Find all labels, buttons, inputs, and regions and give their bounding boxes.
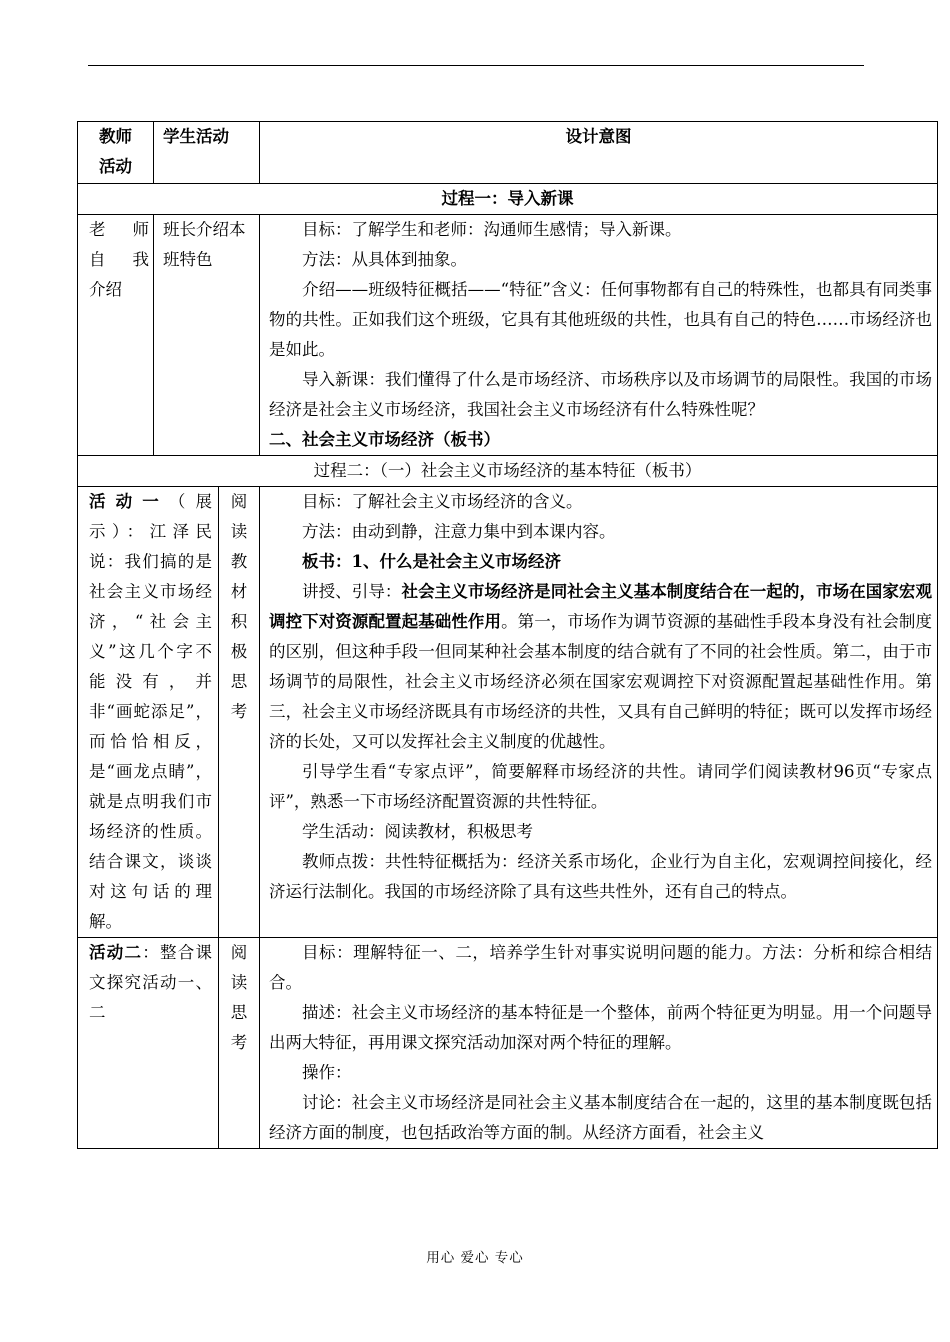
process2-title-row [78,456,938,487]
activity2-design-cell [260,938,938,1149]
lesson-plan-table [77,121,938,1149]
para-emphasis: 社会主义市场经济是同社会主义基本制度结合在一起的，市场在国家宏观调控下对资源配置起基础性作用 [269,582,933,631]
activity1-para: 目标：了解社会主义市场经济的含义。 [302,492,583,511]
activity2-para: 讨论：社会主义市场经济是同社会主义基本制度结合在一起的，这里的基本制度既包括经济方面的制度，也包括政治等方面的制。从经济方面看，社会主义 [269,1093,932,1142]
activity1-para: 学生活动：阅读教材，积极思考 [302,822,533,841]
process1-board-title: 二、社会主义市场经济（板书） [269,430,500,449]
process2-title: 过程二：（一）社会主义市场经济的基本特征（板书） [78,456,938,487]
activity1-para [260,577,937,757]
activity1-para: 引导学生看“专家点评”，简要解释市场经济的共性。请同学们阅读教材96页“专家点评”，熟悉一下市场经济配置资源的共性特征。 [269,762,932,811]
col-header-teacher: 教师活动 [78,122,154,184]
activity2-label: 活动二 [89,943,143,962]
student-char: 考 [230,702,248,721]
student-char: 读 [230,973,248,992]
student-char: 思 [230,1003,248,1022]
process1-title: 过程一：导入新课 [78,184,938,215]
student-char: 读 [230,522,248,541]
teacher-text-line: 自 我 [89,250,149,269]
student-char: 阅 [230,492,248,511]
student-char: 阅 [230,943,248,962]
table-header-row [78,122,938,184]
process1-design-cell [260,215,938,456]
activity1-board [260,547,937,577]
activity1-label: 活动一 [89,492,169,511]
student-char: 极 [230,642,248,661]
activity1-teacher-cell [78,487,219,938]
header-rule [88,65,864,66]
activity2-para: 描述：社会主义市场经济的基本特征是一个整体，前两个特征更为明显。用一个问题导出两大特征，再用课文探究活动加深对两个特征的理解。 [269,1003,932,1052]
student-char: 教 [230,552,248,571]
activity1-para: 方法：由动到静，注意力集中到本课内容。 [302,522,616,541]
activity1-row [78,487,938,938]
activity2-para: 操作： [302,1063,352,1082]
board-heading: 1、什么是社会主义市场经济 [351,552,561,571]
para-rest: 。第一，市场作为调节资源的基础性手段本身没有社会制度的区别，但这种手段一但同某种社会基本制度的结合就有了不同的社会性质。第二，由于市场调节的局限性，社会主义市场经济必须在国家宏观调控下对资源配置起基础性作用。第三，社会主义市场经济既具有市场经济的共性，又具有自己鲜明的特征；既可以发挥市场经济的长处，又可以发挥社会主义制度的优越性。 [269,612,933,751]
activity2-student-cell [219,938,260,1149]
activity2-para: 目标：理解特征一、二，培养学生针对事实说明问题的能力。方法：分析和综合相结合。 [269,943,932,992]
col-header-design: 设计意图 [260,122,938,184]
process1-student-cell: 班长介绍本班特色 [154,215,260,456]
board-label: 板书： [302,552,352,571]
activity2-row [78,938,938,1149]
page-footer: 用心 爱心 专心 [426,1250,524,1266]
teacher-text-line: 老 师 [89,220,149,239]
student-char: 考 [230,1033,248,1052]
process1-row [78,215,938,456]
process1-para: 介绍——班级特征概括——“特征”含义：任何事物都有自己的特殊性，也都具有同类事物的共性。正如我们这个班级，它具有其他班级的共性，也具有自己的特色……市场经济也是如此。 [269,280,932,359]
para-lead: 讲授、引导： [302,582,402,601]
teacher-text-line: 介绍 [89,280,122,299]
student-char: 材 [230,582,248,601]
process1-para: 方法：从具体到抽象。 [302,250,467,269]
col-header-student: 学生活动 [154,122,260,184]
activity2-teacher-cell [78,938,219,1149]
student-char: 积 [230,612,248,631]
student-char: 思 [230,672,248,691]
process1-para: 导入新课：我们懂得了什么是市场经济、市场秩序以及市场调节的局限性。我国的市场经济是社会主义市场经济，我国社会主义市场经济有什么特殊性呢？ [269,370,932,419]
activity1-text: （展示）：江泽民说：我们搞的是社会主义市场经济，“社会主义”这几个字不能没有，并非“画蛇添足”，而恰恰相反，是“画龙点睛”，就是点明我们市场经济的性质。结合课文，谈谈对这句话的理解。 [89,492,212,931]
activity1-student-cell [219,487,260,938]
process1-title-row [78,184,938,215]
process1-para: 目标：了解学生和老师：沟通师生感情；导入新课。 [302,220,682,239]
activity2-text: ：整合课文探究活动一、二 [89,943,212,1022]
activity1-design-cell [260,487,938,938]
activity1-para: 教师点拨：共性特征概括为：经济关系市场化，企业行为自主化，宏观调控间接化，经济运行法制化。我国的市场经济除了具有这些共性外，还有自己的特点。 [269,852,932,901]
process1-teacher-cell [78,215,154,456]
